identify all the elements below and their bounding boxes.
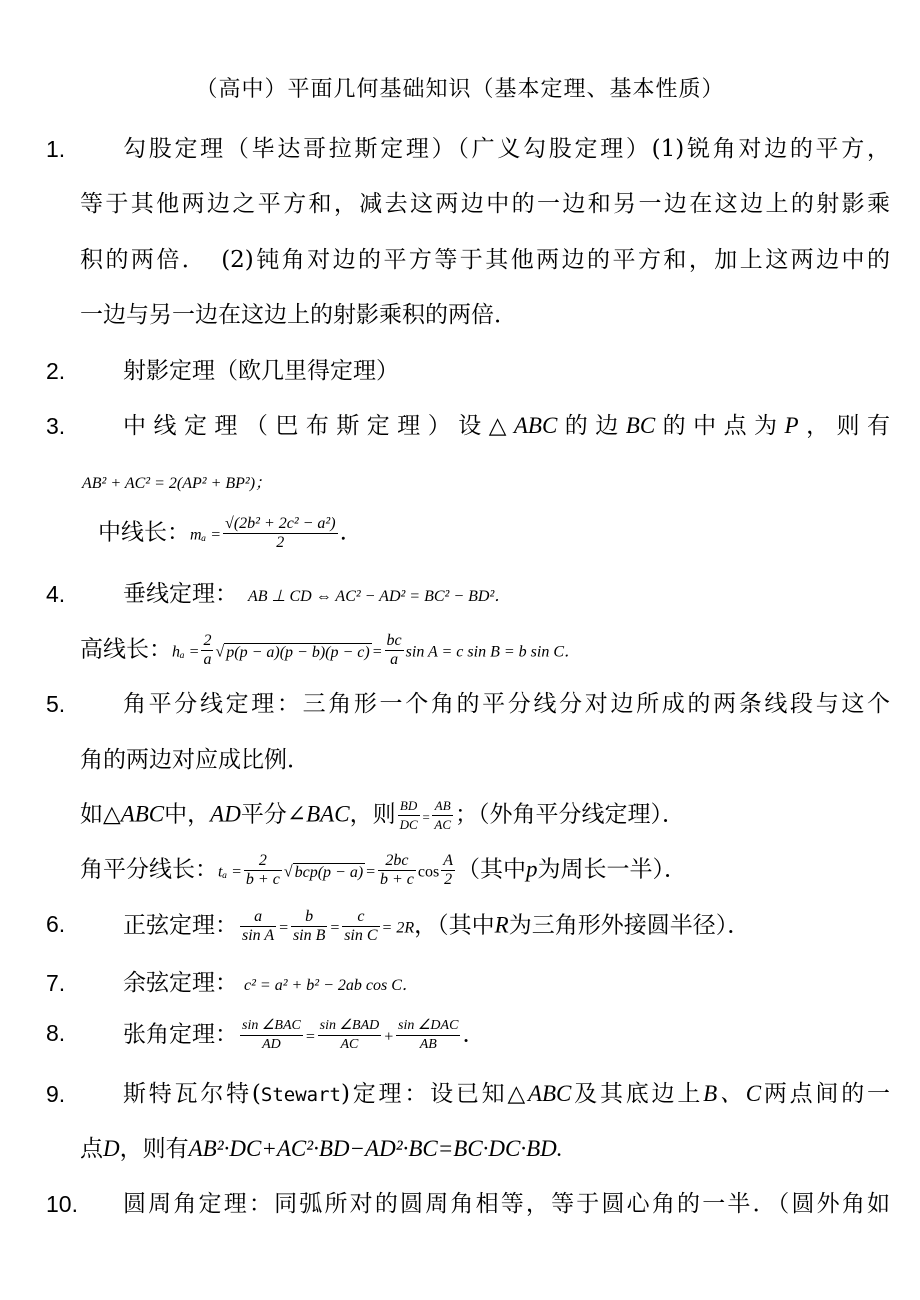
equals: = xyxy=(365,863,376,881)
sqrt: √ bcp(p − a) xyxy=(283,863,364,881)
stewart-line-1 xyxy=(123,1078,890,1111)
denominator: 2 xyxy=(223,533,338,552)
fraction xyxy=(291,908,327,945)
label: 正弦定理： xyxy=(123,912,238,939)
fraction xyxy=(398,797,420,834)
item-1-line-1: 勾股定理（毕达哥拉斯定理）（广义勾股定理）(1)锐角对边的平方， xyxy=(123,136,890,162)
text: 的边 xyxy=(557,413,626,439)
fraction xyxy=(342,908,379,945)
numerator: b xyxy=(305,908,314,925)
text: ，则有 xyxy=(798,413,891,439)
item-1-line-2: 等于其他两边之平方和，减去这两边中的一边和另一边在这边上的射影乘 xyxy=(80,191,890,217)
denominator: a xyxy=(385,650,404,669)
variable: BAC xyxy=(306,801,350,827)
midline-formula: AB² + AC² = 2(AP² + BP²)； xyxy=(82,475,272,492)
text: 为三角形外接圆半径）． xyxy=(508,912,751,939)
text: 设△ xyxy=(458,413,514,439)
denominator: AD xyxy=(240,1035,303,1054)
numerator: c xyxy=(357,908,365,925)
fraction xyxy=(432,797,453,834)
bisector-length xyxy=(80,852,890,889)
numerator: A xyxy=(443,852,453,869)
variable: ABC xyxy=(120,801,165,827)
item-number: 9. xyxy=(46,1081,66,1107)
text: 的中点为 xyxy=(655,413,785,439)
text: （其中 xyxy=(456,856,526,883)
fraction xyxy=(378,852,416,889)
variable: ABC xyxy=(527,1081,572,1106)
item-number: 8. xyxy=(46,1020,66,1046)
label: 余弦定理： xyxy=(123,970,238,996)
denominator: sin A xyxy=(242,927,275,944)
item-number: 7. xyxy=(46,970,66,996)
item-1-line-4: 一边与另一边在这边上的射影乘积的两倍． xyxy=(80,302,517,328)
text: 平分∠ xyxy=(240,801,307,828)
formula: AB²·DC+AC²·BD−AD²·BC=BC·DC·BD. xyxy=(188,1136,563,1161)
height-length xyxy=(80,632,890,669)
numerator: BD xyxy=(399,798,418,813)
numerator: AB xyxy=(434,798,451,813)
fraction xyxy=(244,852,282,889)
equals: = xyxy=(421,809,431,825)
formula-rest: sin A = c sin B = b sin C． xyxy=(405,643,580,661)
sqrt: √ p(p − a)(p − b)(p − c) xyxy=(215,643,370,661)
page-title: （高中）平面几何基础知识（基本定理、基本性质） xyxy=(195,77,725,102)
numerator: a xyxy=(254,908,263,925)
item-5-line-2: 角的两边对应成比例． xyxy=(80,747,310,773)
numerator: 2 xyxy=(203,632,212,649)
stewart-name: Stewart xyxy=(260,1084,341,1106)
label: 角平分线长： xyxy=(80,856,218,883)
label: 高线长： xyxy=(80,636,172,663)
radicand: bcp(p − a) xyxy=(294,863,364,881)
radicand: p(p − a)(p − b)(p − c) xyxy=(226,643,370,661)
fraction xyxy=(223,515,338,552)
fraction xyxy=(385,632,404,669)
numerator: 2 xyxy=(258,852,267,869)
numerator: sin ∠BAD xyxy=(319,1018,380,1033)
item-number: 1. xyxy=(46,136,66,162)
fraction xyxy=(240,1017,303,1054)
item-4-line-1 xyxy=(123,578,890,613)
item-number: 3. xyxy=(46,413,66,439)
fraction xyxy=(240,908,276,945)
item-1-line-3: 积的两倍． (2)钝角对边的平方等于其他两边的平方和，加上这两边中的 xyxy=(80,247,890,273)
variable: AD xyxy=(210,801,241,827)
variable: D xyxy=(103,1136,120,1161)
equals: = xyxy=(304,1028,316,1046)
label: 张角定理： xyxy=(123,1021,238,1048)
denominator: AC xyxy=(434,817,452,832)
variable: p xyxy=(525,856,538,882)
text: ；（外角平分线定理）． xyxy=(455,801,686,828)
label: 垂线定理： xyxy=(123,581,238,607)
denominator: b + c xyxy=(379,871,414,888)
median-length: 中线长：mₐ = $\frac{\text{√(2b² + 2c² − a²)}}{2}$ . xyxy=(98,515,347,551)
formula-lhs: hₐ = xyxy=(172,643,200,661)
numerator: 2bc xyxy=(385,852,409,869)
fraction xyxy=(318,1017,382,1054)
item-2-text: 射影定理（欧几里得定理） xyxy=(123,358,399,384)
text: 为周长一半）． xyxy=(537,856,687,883)
variable: B、C xyxy=(703,1081,762,1106)
item-3-line-1 xyxy=(123,410,890,442)
denominator: sin B xyxy=(292,927,326,944)
formula: AB ⊥ CD ⇔ AC² − AD² = BC² − BD²． xyxy=(248,588,511,605)
denominator: DC xyxy=(399,817,418,832)
angle-theorem xyxy=(123,1017,890,1054)
variable: ABC xyxy=(513,413,558,438)
stewart-line-2 xyxy=(80,1133,890,1165)
formula-lhs: tₐ = xyxy=(218,863,242,881)
text: 如△ xyxy=(80,801,121,828)
denominator: a xyxy=(203,651,212,668)
variable: BC xyxy=(625,413,656,438)
denominator: b + c xyxy=(245,871,280,888)
denominator: 2 xyxy=(441,870,455,889)
item-number: 6. xyxy=(46,911,66,937)
variable: R xyxy=(494,912,509,938)
denominator: sin C xyxy=(344,927,378,944)
text: 及其底边上 xyxy=(571,1081,704,1107)
text: )定理：设已知△ xyxy=(340,1081,528,1107)
numerator: √(2b² + 2c² − a²) xyxy=(225,515,336,532)
item-number: 5. xyxy=(46,691,66,717)
item-number: 2. xyxy=(46,358,66,384)
cos: cos xyxy=(417,863,440,881)
theorem-name: 中线定理（巴布斯定理） xyxy=(123,413,459,439)
denominator: AB xyxy=(396,1035,460,1054)
variable: P xyxy=(784,413,799,438)
fraction xyxy=(441,852,455,889)
label: 中线长： xyxy=(98,519,190,546)
sine-law: 正弦定理： $\frac{a}{\text{sin A}}$ = $\frac{b}{\text{sin B}}$ = $\frac{c}{\text{sin C}}$ = 2R，（其中R为三角形外接圆半径）． xyxy=(123,908,751,944)
text: 点 xyxy=(80,1136,103,1162)
text: 中， xyxy=(164,801,211,828)
item-10-text: 圆周角定理：同弧所对的圆周角相等，等于圆心角的一半．（圆外角如 xyxy=(123,1191,890,1217)
numerator: sin ∠DAC xyxy=(398,1018,459,1033)
denominator: AC xyxy=(318,1035,382,1054)
text: 两点间的一 xyxy=(761,1081,891,1107)
fraction xyxy=(396,1017,460,1054)
text: ，（其中 xyxy=(414,912,495,939)
formula: c² = a² + b² − 2ab cos C． xyxy=(244,977,418,994)
text: ，则 xyxy=(349,801,396,828)
item-number: 10. xyxy=(46,1191,78,1217)
text: ． xyxy=(462,1021,486,1048)
formula-tail: = 2R xyxy=(381,919,415,937)
cosine-law xyxy=(123,967,890,1002)
plus: + xyxy=(383,1028,395,1046)
item-number: 4. xyxy=(46,581,66,607)
fraction xyxy=(201,632,213,669)
numerator: sin ∠BAC xyxy=(242,1018,301,1033)
text: ，则有 xyxy=(119,1136,189,1162)
formula-lhs: mₐ = xyxy=(190,526,222,544)
numerator: bc xyxy=(386,632,402,649)
bisector-example xyxy=(80,797,890,834)
item-5-line-1: 角平分线定理：三角形一个角的平分线分对边所成的两条线段与这个 xyxy=(123,691,890,717)
text: 斯特瓦尔特( xyxy=(123,1081,261,1107)
equals: = xyxy=(371,643,383,661)
